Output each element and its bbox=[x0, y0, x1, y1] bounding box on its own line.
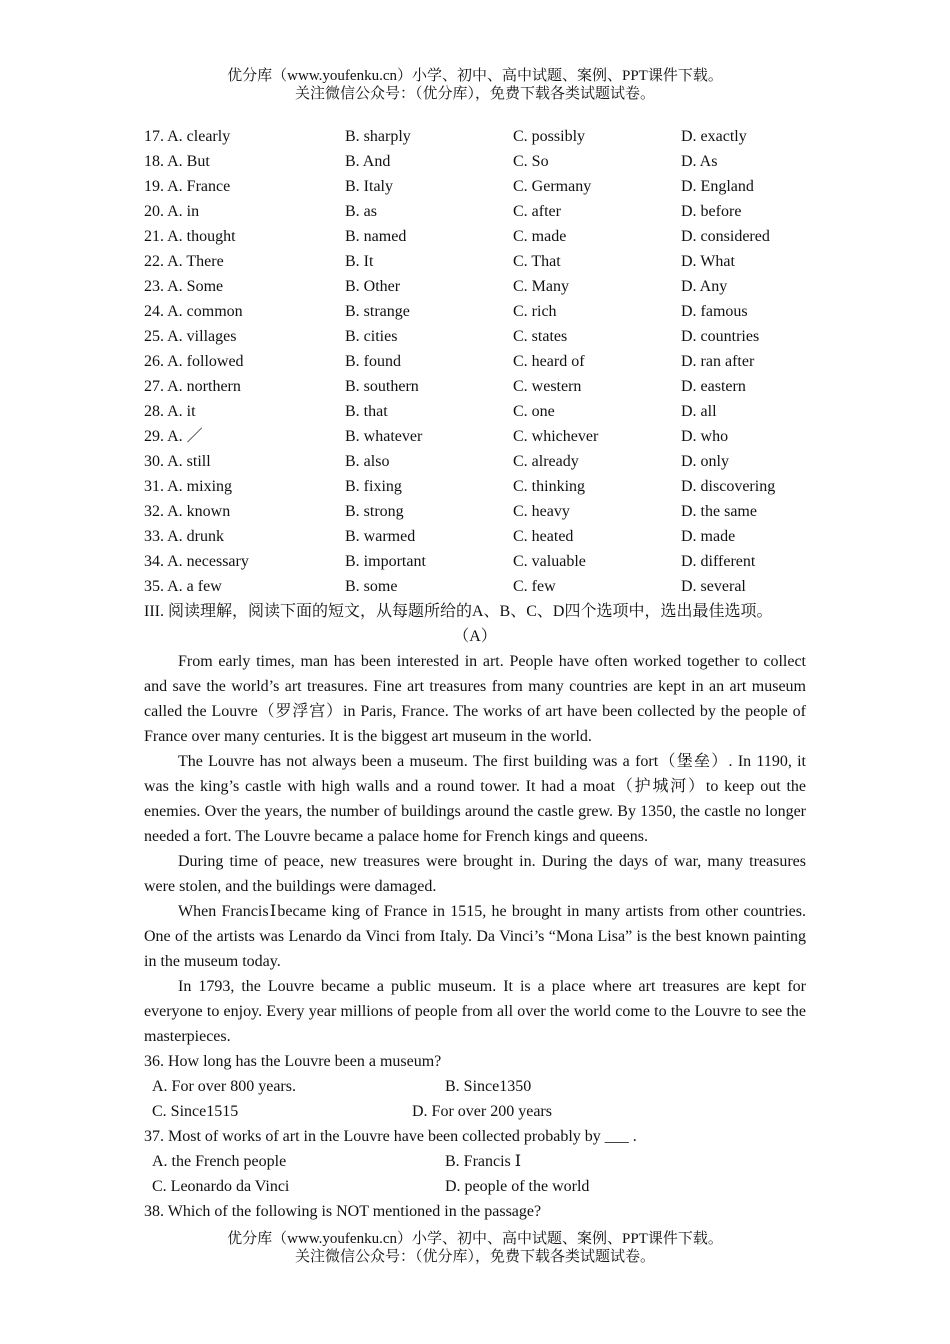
question-36-options-row-1 bbox=[144, 1074, 806, 1099]
cloze-option-d: D. eastern bbox=[681, 378, 746, 395]
cloze-option-a: 28. A. it bbox=[144, 403, 196, 420]
cloze-question-row bbox=[144, 199, 806, 224]
cloze-question-row bbox=[144, 124, 806, 149]
page-header bbox=[0, 67, 950, 103]
cloze-option-d: D. famous bbox=[681, 303, 748, 320]
cloze-option-a: 17. A. clearly bbox=[144, 128, 231, 145]
cloze-option-a: 33. A. drunk bbox=[144, 528, 224, 545]
cloze-question-row bbox=[144, 424, 806, 449]
cloze-option-c: C. That bbox=[513, 253, 561, 270]
cloze-option-a: 31. A. mixing bbox=[144, 478, 233, 495]
cloze-option-d: D. who bbox=[681, 428, 729, 445]
question-37-option-c: C. Leonardo da Vinci bbox=[152, 1178, 290, 1195]
question-36-stem: 36. How long has the Louvre been a museum? bbox=[144, 1053, 442, 1070]
cloze-option-c: C. heard of bbox=[513, 353, 585, 370]
cloze-option-a: 23. A. Some bbox=[144, 278, 224, 295]
header-line-1: 优分库（www.youfenku.cn）小学、初中、高中试题、案例、PPT课件下载。 bbox=[227, 68, 723, 84]
cloze-option-d: D. ran after bbox=[681, 353, 755, 370]
cloze-option-a: 30. A. still bbox=[144, 453, 211, 470]
cloze-option-a: 34. A. necessary bbox=[144, 553, 249, 570]
cloze-question-row bbox=[144, 399, 806, 424]
cloze-option-c: C. Many bbox=[513, 278, 569, 295]
cloze-option-d: D. different bbox=[681, 553, 756, 570]
question-36-option-a: A. For over 800 years. bbox=[152, 1078, 296, 1095]
question-36-option-d: D. For over 200 years bbox=[412, 1103, 552, 1120]
cloze-question-row bbox=[144, 449, 806, 474]
cloze-option-b: B. fixing bbox=[345, 478, 402, 495]
cloze-option-d: D. What bbox=[681, 253, 735, 270]
cloze-question-row bbox=[144, 549, 806, 574]
cloze-option-a: 26. A. followed bbox=[144, 353, 244, 370]
cloze-option-b: B. strong bbox=[345, 503, 404, 520]
question-36-options-row-2 bbox=[144, 1099, 806, 1124]
cloze-option-c: C. one bbox=[513, 403, 555, 420]
cloze-option-b: B. some bbox=[345, 578, 398, 595]
cloze-option-b: B. southern bbox=[345, 378, 419, 395]
passage-paragraph-1: From early times, man has been interested in art. People have often worked together to collect and save the world’s art treasures. Fine art treasures from many countries are kept in an art museum called the Louvre（罗浮宫）in Paris, France. The works of art have been collected by the people of France over many centuries. It is the biggest art museum in the world. bbox=[144, 653, 806, 745]
cloze-option-b: B. And bbox=[345, 153, 391, 170]
footer-line-1: 优分库（www.youfenku.cn）小学、初中、高中试题、案例、PPT课件下载。 bbox=[227, 1231, 723, 1247]
cloze-question-row bbox=[144, 149, 806, 174]
cloze-option-d: D. several bbox=[681, 578, 746, 595]
cloze-option-d: D. considered bbox=[681, 228, 770, 245]
cloze-option-c: C. rich bbox=[513, 303, 557, 320]
cloze-option-c: C. Germany bbox=[513, 178, 592, 195]
cloze-option-d: D. all bbox=[681, 403, 717, 420]
cloze-question-row bbox=[144, 299, 806, 324]
cloze-option-a: 19. A. France bbox=[144, 178, 231, 195]
cloze-question-row bbox=[144, 349, 806, 374]
cloze-option-d: D. As bbox=[681, 153, 718, 170]
cloze-question-row bbox=[144, 224, 806, 249]
cloze-option-b: B. whatever bbox=[345, 428, 423, 445]
cloze-question-row bbox=[144, 499, 806, 524]
cloze-option-d: D. Any bbox=[681, 278, 728, 295]
cloze-option-a: 25. A. villages bbox=[144, 328, 237, 345]
question-37-options-row-1 bbox=[144, 1149, 806, 1174]
question-36-option-c: C. Since1515 bbox=[152, 1103, 239, 1120]
cloze-option-a: 29. A. ／ bbox=[144, 428, 203, 445]
question-37-option-d: D. people of the world bbox=[445, 1178, 590, 1195]
cloze-option-b: B. important bbox=[345, 553, 426, 570]
cloze-question-row bbox=[144, 249, 806, 274]
cloze-option-b: B. cities bbox=[345, 328, 398, 345]
cloze-question-row bbox=[144, 174, 806, 199]
question-37-option-a: A. the French people bbox=[152, 1153, 287, 1170]
cloze-question-row bbox=[144, 274, 806, 299]
cloze-option-b: B. It bbox=[345, 253, 374, 270]
passage-paragraph-3: During time of peace, new treasures were brought in. During the days of war, many treasures were stolen, and the buildings were damaged. bbox=[144, 853, 806, 895]
cloze-option-b: B. also bbox=[345, 453, 390, 470]
cloze-question-row bbox=[144, 324, 806, 349]
cloze-question-row bbox=[144, 374, 806, 399]
header-line-2: 关注微信公众号：（优分库），免费下载各类试题试卷。 bbox=[294, 86, 655, 102]
cloze-option-d: D. discovering bbox=[681, 478, 776, 495]
section-subtitle: （A） bbox=[453, 628, 497, 645]
cloze-option-c: C. valuable bbox=[513, 553, 586, 570]
cloze-option-a: 32. A. known bbox=[144, 503, 231, 520]
cloze-question-row bbox=[144, 474, 806, 499]
cloze-option-a: 20. A. in bbox=[144, 203, 200, 220]
question-38-stem: 38. Which of the following is NOT mentioned in the passage? bbox=[144, 1203, 542, 1220]
cloze-question-row bbox=[144, 524, 806, 549]
cloze-option-c: C. after bbox=[513, 203, 561, 220]
cloze-option-c: C. So bbox=[513, 153, 549, 170]
passage-paragraph-2: The Louvre has not always been a museum. The first building was a fort（堡垒）. In 1190, it was the king’s castle with high walls and a round tower. It had a moat（护城河）to keep out the enemies. Over the years, the number of buildings around the castle grew. By 1350, the castle no longer needed a fort. The Louvre became a palace home for French kings and queens. bbox=[144, 753, 806, 845]
cloze-option-c: C. few bbox=[513, 578, 556, 595]
cloze-option-d: D. exactly bbox=[681, 128, 747, 145]
question-37-stem: 37. Most of works of art in the Louvre have been collected probably by ___ . bbox=[144, 1128, 637, 1145]
exam-content bbox=[144, 124, 806, 1224]
cloze-option-b: B. sharply bbox=[345, 128, 411, 145]
cloze-option-c: C. states bbox=[513, 328, 568, 345]
cloze-option-b: B. Other bbox=[345, 278, 401, 295]
passage-paragraph-4: When FrancisⅠbecame king of France in 1515, he brought in many artists from other countries. One of the artists was Lenardo da Vinci from Italy. Da Vinci’s “Mona Lisa” is the best known painting in the museum today. bbox=[144, 903, 806, 970]
cloze-option-c: C. thinking bbox=[513, 478, 586, 495]
cloze-option-a: 35. A. a few bbox=[144, 578, 222, 595]
cloze-option-b: B. Italy bbox=[345, 178, 393, 195]
cloze-option-a: 18. A. But bbox=[144, 153, 210, 170]
cloze-option-a: 27. A. northern bbox=[144, 378, 241, 395]
cloze-question-row bbox=[144, 574, 806, 599]
section-title: III. 阅读理解，阅读下面的短文，从每题所给的A、B、C、D四个选项中，选出最佳选项。 bbox=[144, 603, 773, 620]
question-37-option-b: B. Francis Ⅰ bbox=[445, 1153, 522, 1170]
cloze-option-c: C. heavy bbox=[513, 503, 570, 520]
cloze-option-b: B. that bbox=[345, 403, 388, 420]
cloze-option-c: C. whichever bbox=[513, 428, 599, 445]
question-37-options-row-2 bbox=[144, 1174, 806, 1199]
cloze-option-a: 22. A. There bbox=[144, 253, 224, 270]
cloze-option-d: D. England bbox=[681, 178, 754, 195]
cloze-option-d: D. countries bbox=[681, 328, 760, 345]
cloze-option-c: C. western bbox=[513, 378, 582, 395]
cloze-option-b: B. strange bbox=[345, 303, 410, 320]
cloze-option-b: B. warmed bbox=[345, 528, 416, 545]
cloze-option-c: C. made bbox=[513, 228, 567, 245]
footer-line-2: 关注微信公众号：（优分库），免费下载各类试题试卷。 bbox=[294, 1249, 655, 1265]
page-footer bbox=[0, 1230, 950, 1266]
cloze-option-a: 24. A. common bbox=[144, 303, 243, 320]
cloze-option-d: D. only bbox=[681, 453, 729, 470]
cloze-option-d: D. the same bbox=[681, 503, 757, 520]
cloze-option-b: B. as bbox=[345, 203, 377, 220]
cloze-option-c: C. already bbox=[513, 453, 579, 470]
cloze-option-d: D. before bbox=[681, 203, 742, 220]
cloze-option-b: B. found bbox=[345, 353, 401, 370]
cloze-option-d: D. made bbox=[681, 528, 736, 545]
cloze-option-c: C. heated bbox=[513, 528, 574, 545]
cloze-option-c: C. possibly bbox=[513, 128, 586, 145]
cloze-options bbox=[144, 124, 806, 599]
cloze-option-a: 21. A. thought bbox=[144, 228, 236, 245]
question-36-option-b: B. Since1350 bbox=[445, 1078, 532, 1095]
cloze-option-b: B. named bbox=[345, 228, 407, 245]
passage-paragraph-5: In 1793, the Louvre became a public museum. It is a place where art treasures are kept for everyone to enjoy. Every year millions of people from all over the world come to the Louvre to see the masterpieces. bbox=[144, 978, 806, 1045]
